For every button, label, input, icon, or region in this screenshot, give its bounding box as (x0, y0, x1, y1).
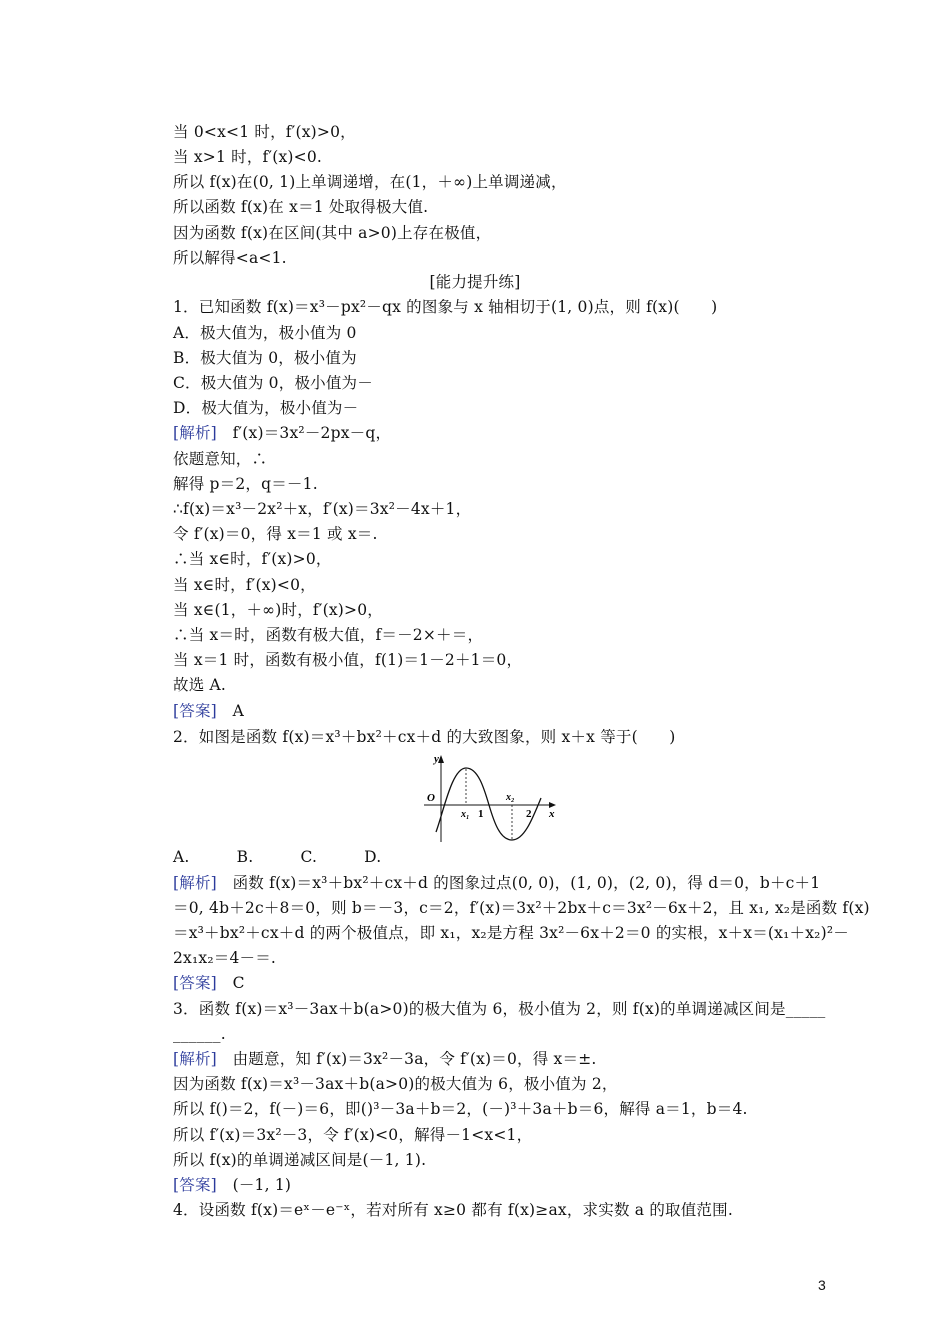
answer-tag: [答案] (173, 974, 217, 992)
x-label: x (549, 808, 555, 820)
text-line: 所以 f()＝2，f(－)＝6，即()³－3a＋b＝2，(－)³＋3a＋b＝6，解得 a＝1，b＝4. (173, 1100, 748, 1118)
x2-label: x₂ (506, 792, 515, 803)
curve (436, 768, 541, 840)
analysis-line (173, 872, 820, 894)
answer-value: C (232, 974, 245, 992)
option-d: D．极大值为，极小值为－ (173, 399, 359, 417)
text-line: 当 x＝1 时，函数有极小值，f(1)＝1－2＋1＝0， (173, 651, 523, 669)
text-line: 所以 f(x)在(0, 1)上单调递增，在(1，＋∞)上单调递减， (173, 173, 567, 191)
text-line: 所以 f(x)的单调递减区间是(－1, 1). (173, 1151, 427, 1169)
text-line: 因为函数 f(x)在区间(其中 a>0)上存在极值， (173, 224, 492, 242)
answer-tag: [答案] (173, 1176, 217, 1194)
text-line: 因为函数 f(x)＝x³－3ax＋b(a>0)的极大值为 6，极小值为 2， (173, 1075, 618, 1093)
option-c: C．极大值为 0，极小值为－ (173, 374, 373, 392)
text-line: 2x₁x₂＝4－＝. (173, 949, 277, 967)
text-line: 故选 A. (173, 676, 227, 694)
text-line: 当 x∈时，f′(x)<0， (173, 576, 316, 594)
text-line: ＝0, 4b＋2c＋8＝0，则 b＝－3，c＝2，f′(x)＝3x²＋2bx＋c＝3x²－6x＋2，且 x₁, x₂是函数 f(x) (173, 899, 870, 917)
text-line: 所以函数 f(x)在 x＝1 处取得极大值. (173, 198, 429, 216)
answer-value: (－1, 1) (232, 1176, 292, 1194)
text-line: 当 x∈(1，＋∞)时，f′(x)>0， (173, 601, 383, 619)
text-line: 所以 f′(x)＝3x²－3，令 f′(x)<0，解得－1<x<1， (173, 1126, 533, 1144)
one-label: 1 (478, 808, 484, 820)
text-line: 当 0<x<1 时，f′(x)>0， (173, 123, 356, 141)
analysis-tag: [解析] (173, 874, 217, 892)
answer-value: A (232, 702, 245, 720)
x1-label: x₁ (461, 809, 470, 820)
y-axis-arrow (438, 755, 444, 763)
text-line: ______. (173, 1025, 226, 1043)
text-line: ∴当 x∈时，f′(x)>0， (173, 550, 332, 568)
text-line: 依题意知，∴ (173, 450, 268, 468)
analysis-line (173, 422, 391, 444)
text-line: 当 x>1 时，f′(x)<0. (173, 148, 323, 166)
options-line: A. B. C. D. (173, 848, 382, 866)
analysis-tag: [解析] (173, 424, 217, 442)
y-label: y (434, 753, 439, 765)
text-line: ∴f(x)＝x³－2x²＋x，f′(x)＝3x²－4x＋1， (173, 500, 472, 518)
answer-line (173, 1174, 291, 1196)
text-line: 解得 p＝2，q＝－1. (173, 475, 318, 493)
text-line: 令 f′(x)＝0，得 x＝1 或 x＝. (173, 525, 378, 543)
analysis-tag: [解析] (173, 1050, 217, 1068)
question-1: 1．已知函数 f(x)＝x³－px²－qx 的图象与 x 轴相切于(1, 0)点，则 f(x)( ) (173, 298, 718, 316)
section-heading: [能力提升练] (429, 273, 521, 291)
option-b: B．极大值为 0，极小值为 (173, 349, 357, 367)
text-span: 由题意，知 f′(x)＝3x²－3a，令 f′(x)＝0，得 x＝±. (232, 1050, 597, 1068)
question-3: 3．函数 f(x)＝x³－3ax＋b(a>0)的极大值为 6，极小值为 2，则 f(x)的单调递减区间是_____ (173, 1000, 826, 1018)
origin-label: O (427, 792, 435, 804)
question-2: 2．如图是函数 f(x)＝x³＋bx²＋cx＋d 的大致图象，则 x＋x 等于( ) (173, 728, 676, 746)
question-4: 4．设函数 f(x)＝eˣ－e⁻ˣ，若对所有 x≥0 都有 f(x)≥ax，求实数 a 的取值范围. (173, 1201, 733, 1219)
answer-line (173, 972, 245, 994)
answer-tag: [答案] (173, 702, 217, 720)
text-line: 所以解得<a<1. (173, 249, 287, 267)
page-number: 3 (818, 1277, 826, 1293)
text-line: ∴当 x＝时，函数有极大值，f＝－2×＋＝， (173, 626, 484, 644)
option-a: A．极大值为，极小值为 0 (173, 324, 357, 342)
two-label: 2 (526, 808, 532, 820)
answer-line (173, 700, 244, 722)
text-span: 函数 f(x)＝x³＋bx²＋cx＋d 的图象过点(0, 0)，(1, 0)，(2, 0)，得 d＝0，b＋c＋1 (232, 874, 821, 892)
text-line: ＝x³＋bx²＋cx＋d 的两个极值点，即 x₁，x₂是方程 3x²－6x＋2＝0 的实根，x＋x＝(x₁＋x₂)²－ (173, 924, 849, 942)
analysis-line (173, 1048, 597, 1070)
cubic-function-graph (424, 750, 564, 846)
text-span: f′(x)＝3x²－2px－q， (232, 424, 392, 442)
